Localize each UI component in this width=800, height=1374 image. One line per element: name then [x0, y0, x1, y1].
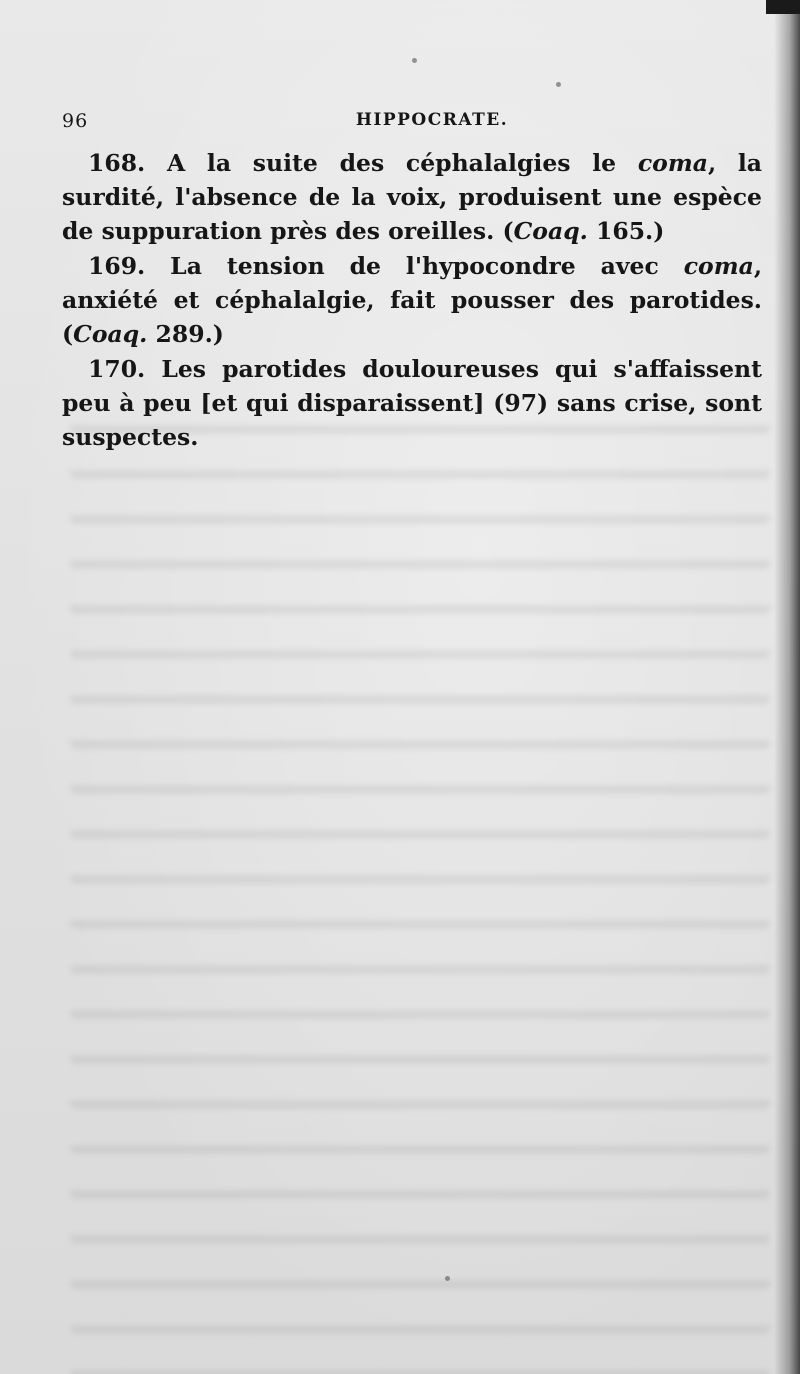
- paragraph-170: [62, 352, 762, 454]
- paper-speck: [556, 82, 561, 87]
- paper-speck: [445, 1276, 450, 1281]
- text-segment: La tension de l'hypocondre avec: [145, 252, 684, 280]
- paragraph-168: [62, 146, 762, 248]
- text-segment: A la suite des céphalalgies le: [145, 149, 638, 177]
- italic-segment: coma: [637, 149, 708, 177]
- paragraph-number: 168.: [88, 149, 146, 177]
- page-header: [62, 110, 742, 136]
- show-through-text: [70, 395, 770, 1295]
- text-segment: , anxiété et céphalalgie, fait pousser des parotides. (: [62, 252, 762, 348]
- text-segment: 289.): [147, 320, 224, 348]
- page-edge-shadow: [774, 0, 800, 1374]
- text-segment: Les parotides douloureuses qui s'affaissent peu à peu [et qui disparaissent] (97) sans crise, sont suspectes.: [62, 355, 762, 451]
- paper-speck: [412, 58, 417, 63]
- paragraph-number: 169.: [88, 252, 146, 280]
- page-number: 96: [62, 110, 89, 132]
- body-text: [62, 146, 762, 455]
- italic-segment: Coaq.: [513, 217, 588, 245]
- running-title: HIPPOCRATE.: [355, 110, 509, 130]
- text-segment: , la surdité, l'absence de la voix, produisent une espèce de suppuration près des oreilles. (: [62, 149, 762, 245]
- text-segment: 165.): [587, 217, 665, 245]
- paragraph-169: [62, 249, 762, 351]
- italic-segment: coma: [683, 252, 754, 280]
- italic-segment: Coaq.: [73, 320, 148, 348]
- page-corner: [766, 0, 800, 14]
- paragraph-number: 170.: [88, 355, 146, 383]
